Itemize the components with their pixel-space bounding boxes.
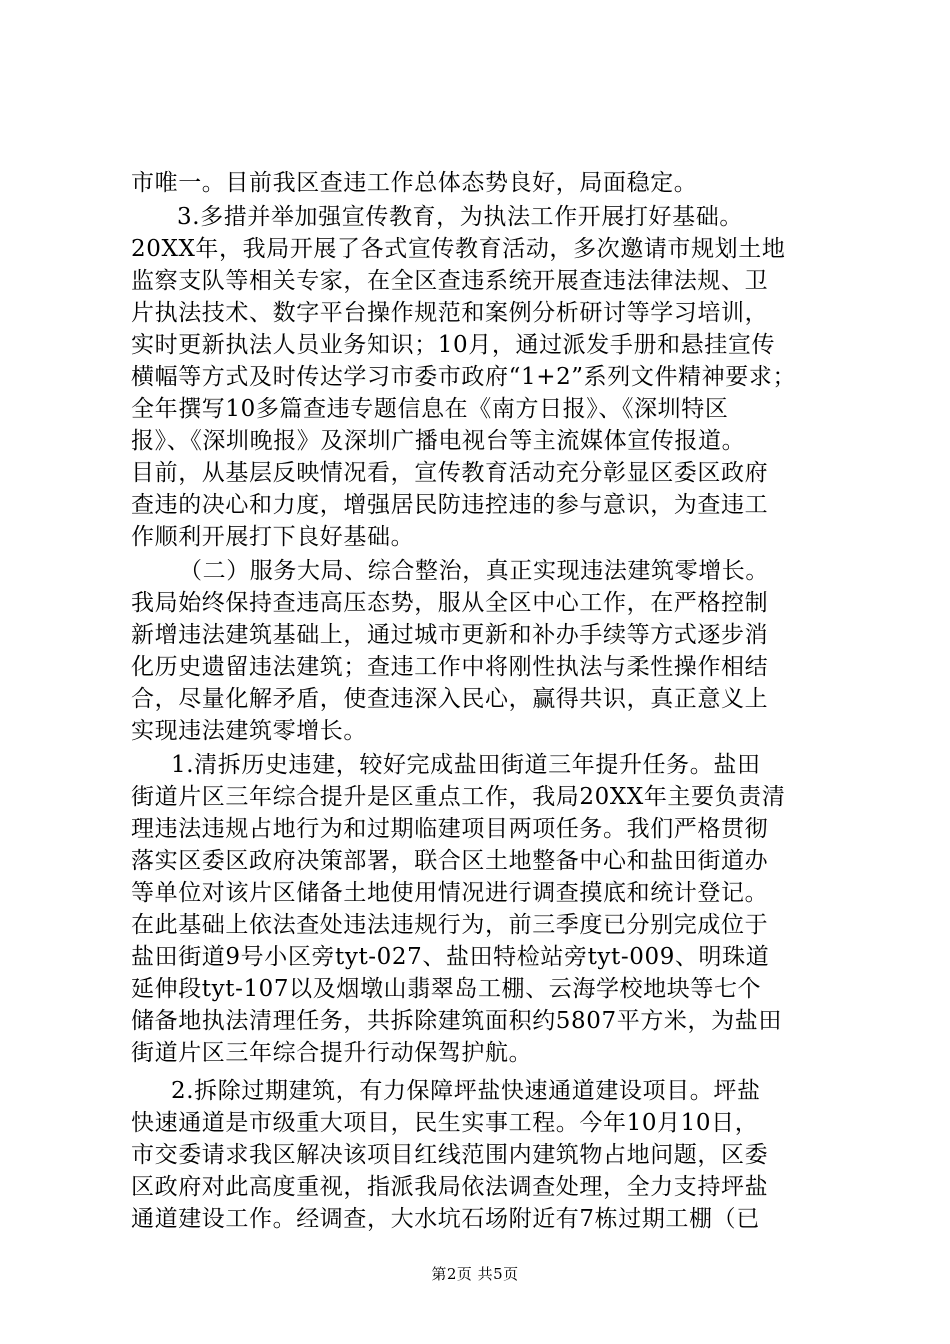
text-line: 通道建设工作。经调查，大水坑石场附近有7栋过期工棚（已 [131, 1206, 760, 1232]
text-line: 20XX年，我局开展了各式宣传教育活动，多次邀请市规划土地 [131, 236, 786, 262]
text-line: 延伸段tyt-107以及烟墩山翡翠岛工棚、云海学校地块等七个 [131, 976, 762, 1002]
text-line: 实时更新执法人员业务知识；10月，通过派发手册和悬挂宣传 [131, 332, 776, 358]
text-line: 横幅等方式及时传达学习市委市政府“1+2”系列文件精神要求； [131, 364, 797, 390]
text-line: 3.多措并举加强宣传教育，为执法工作开展打好基础。 [177, 204, 743, 230]
text-line: 理违法违规占地行为和过期临建项目两项任务。我们严格贯彻 [131, 816, 769, 842]
section-heading: （二）服务大局、综合整治，真正实现违法建筑零增长。 [179, 558, 769, 584]
text-line: 1.清拆历史违建，较好完成盐田街道三年提升任务。盐田 [171, 752, 761, 778]
text-line: 报》、《深圳晚报》及深圳广播电视台等主流媒体宣传报道。 [131, 428, 746, 454]
page-number: 第2页 共5页 [431, 1265, 519, 1283]
text-line: 合，尽量化解矛盾，使查违深入民心，赢得共识，真正意义上 [131, 686, 769, 712]
text-line: 2.拆除过期建筑，有力保障坪盐快速通道建设项目。坪盐 [171, 1078, 761, 1104]
text-line: 落实区委区政府决策部署，联合区土地整备中心和盐田街道办 [131, 848, 769, 874]
text-line: 新增违法建筑基础上，通过城市更新和补办手续等方式逐步消 [131, 622, 769, 648]
text-line: 在此基础上依法查处违法违规行为，前三季度已分别完成位于 [131, 912, 769, 938]
text-line: 市唯一。目前我区查违工作总体态势良好，局面稳定。 [131, 170, 698, 196]
text-line: 作顺利开展打下良好基础。 [131, 524, 415, 550]
text-line: 盐田街道9号小区旁tyt-027、盐田特检站旁tyt-009、明珠道 [131, 944, 770, 970]
text-line: 片执法技术、数字平台操作规范和案例分析研讨等学习培训， [131, 300, 769, 326]
text-line: 全年撰写10多篇查违专题信息在《南方日报》、《深圳特区 [131, 396, 729, 422]
text-line: 监察支队等相关专家，在全区查违系统开展查违法律法规、卫 [131, 268, 769, 294]
text-line: 查违的决心和力度，增强居民防违控违的参与意识，为查违工 [131, 492, 769, 518]
text-line: 街道片区三年综合提升是区重点工作，我局20XX年主要负责清 [131, 784, 786, 810]
text-line: 储备地执法清理任务，共拆除建筑面积约5807平方米，为盐田 [131, 1008, 782, 1034]
text-line: 等单位对该片区储备土地使用情况进行调查摸底和统计登记。 [131, 880, 769, 906]
text-line: 实现违法建筑零增长。 [131, 718, 367, 744]
body-text [131, 167, 827, 1235]
text-line: 我局始终保持查违高压态势，服从全区中心工作，在严格控制 [131, 590, 769, 616]
text-line: 市交委请求我区解决该项目红线范围内建筑物占地问题，区委 [131, 1142, 769, 1168]
text-line: 化历史遗留违法建筑；查违工作中将刚性执法与柔性操作相结 [131, 654, 769, 680]
text-line: 目前，从基层反映情况看，宣传教育活动充分彰显区委区政府 [131, 460, 769, 486]
text-line: 区政府对此高度重视，指派我局依法调查处理，全力支持坪盐 [131, 1174, 769, 1200]
text-line: 街道片区三年综合提升行动保驾护航。 [131, 1040, 533, 1066]
text-line: 快速通道是市级重大项目，民生实事工程。今年10月10日， [131, 1110, 759, 1136]
